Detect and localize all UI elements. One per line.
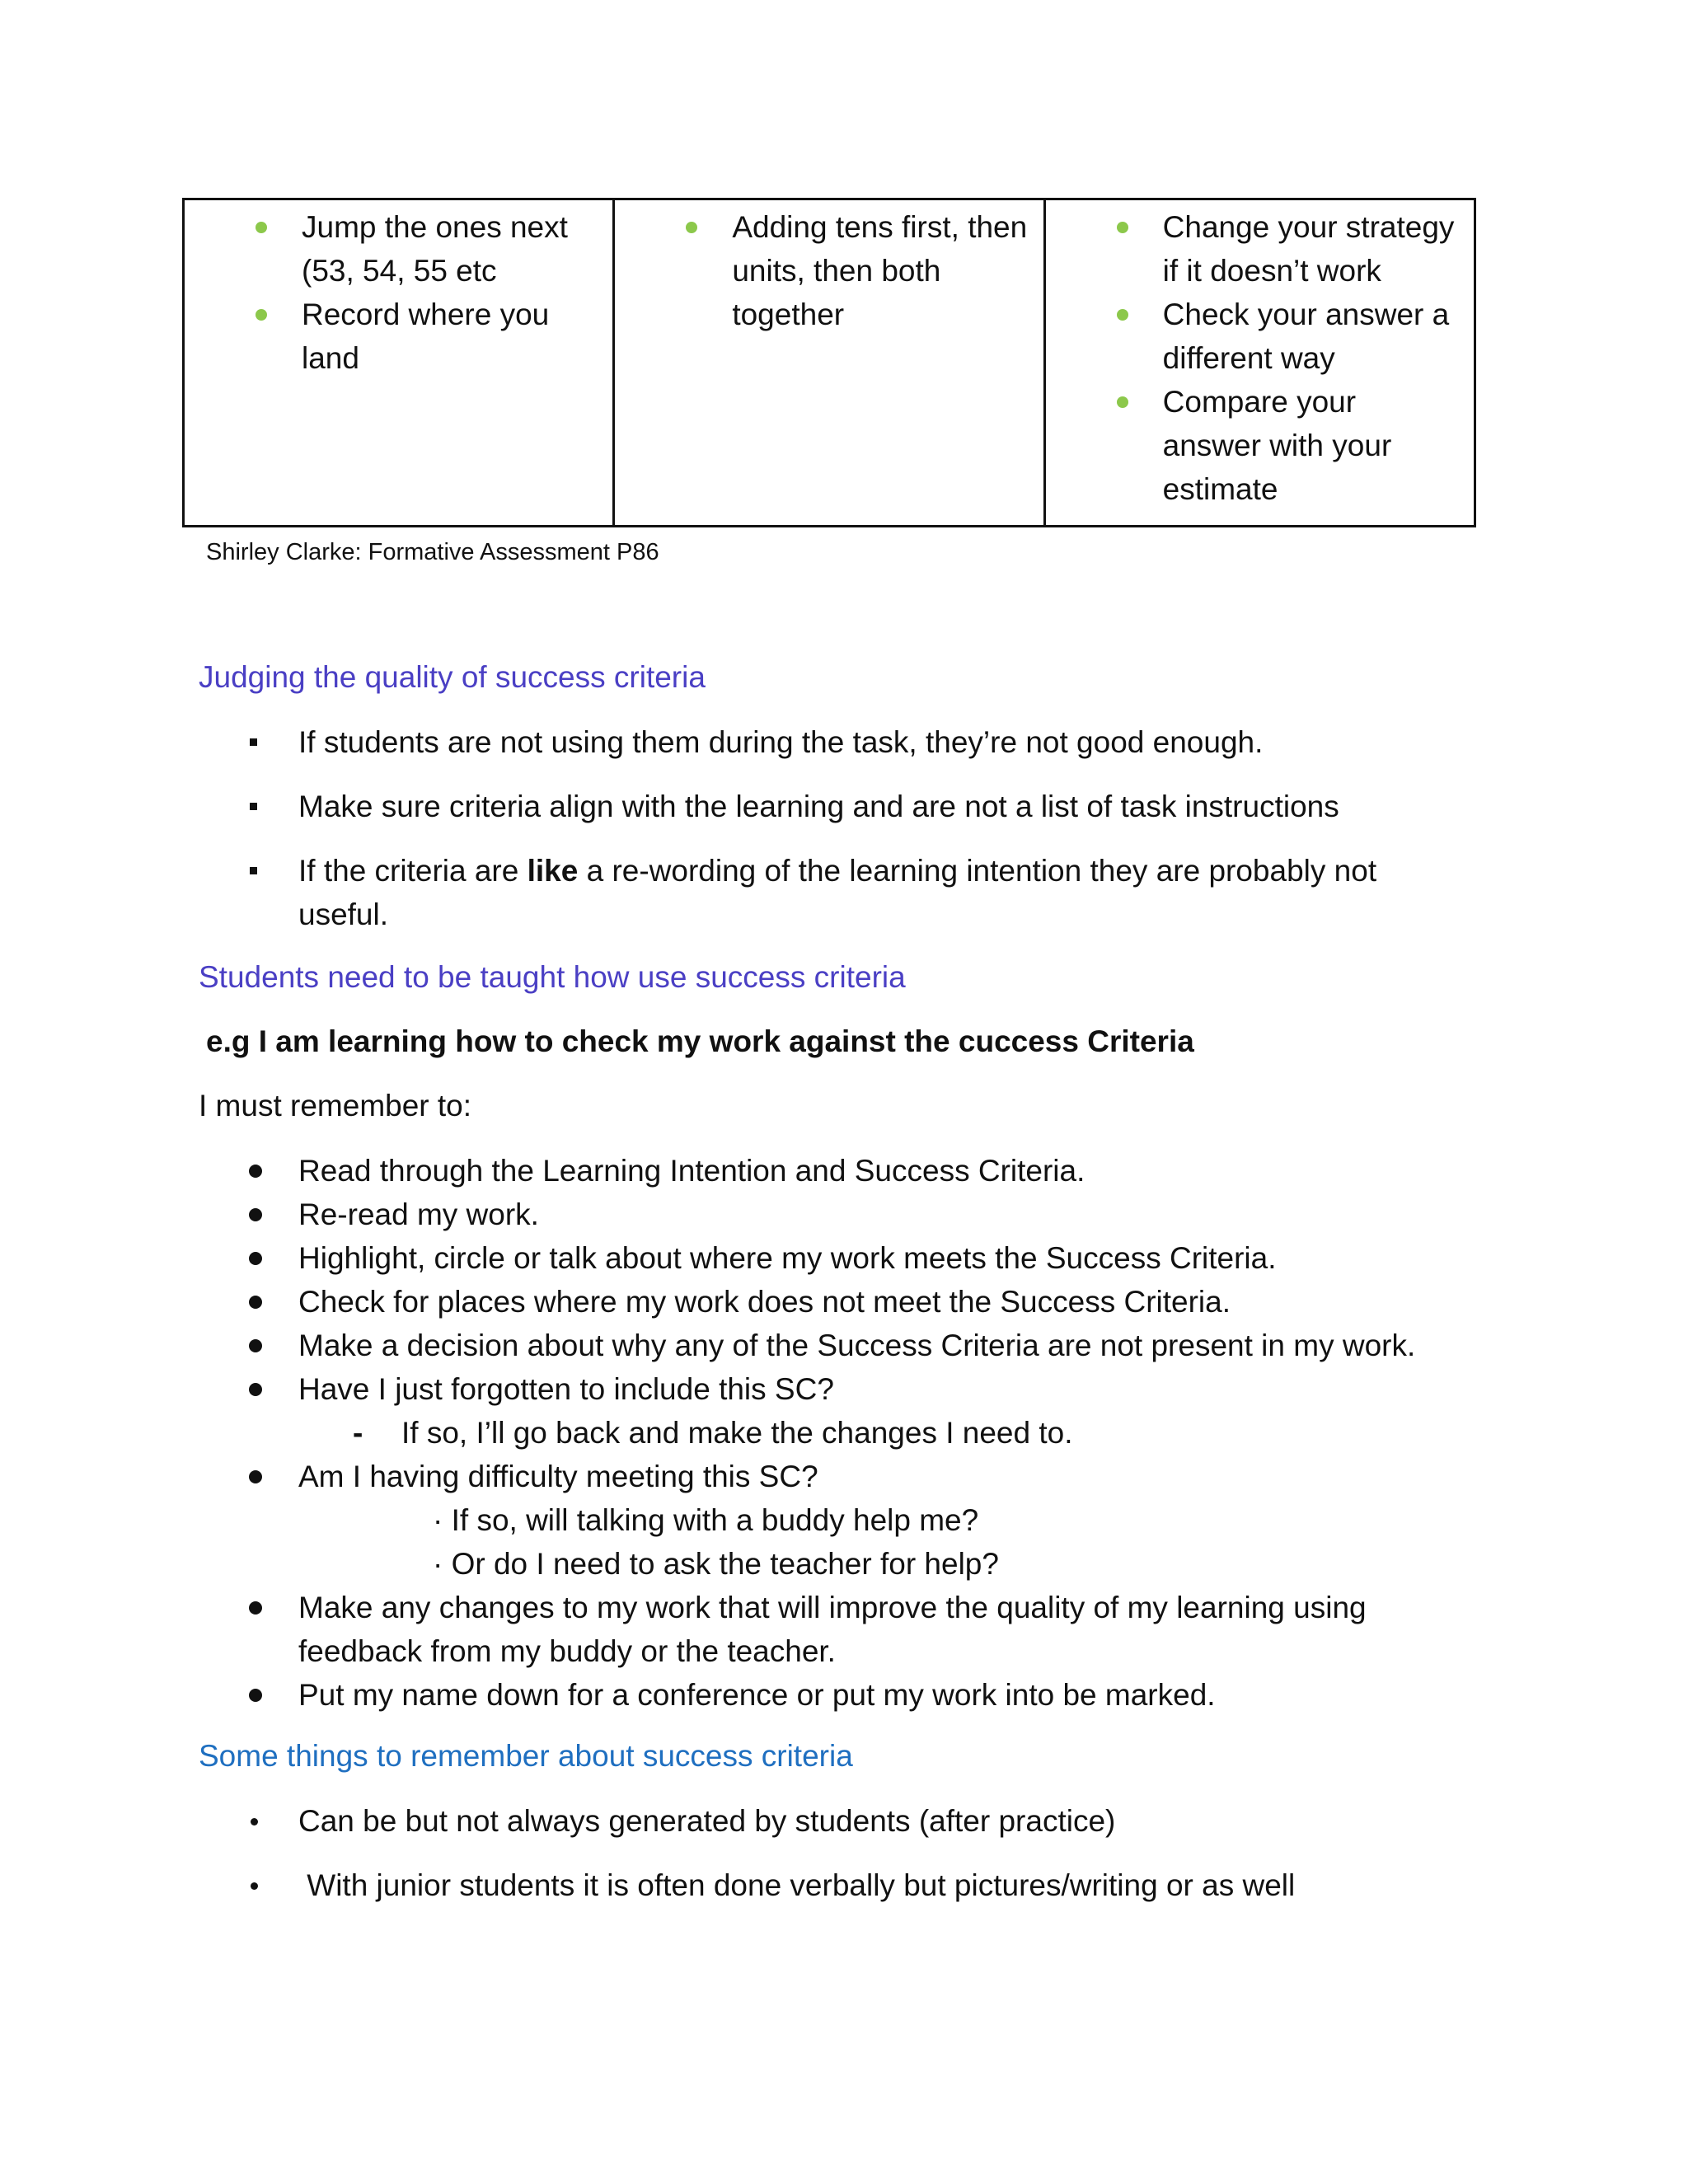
bullet-icon xyxy=(249,1208,262,1221)
sub-item: · If so, will talking with a buddy help me? xyxy=(433,1503,979,1537)
table-row xyxy=(184,199,1475,527)
green-bullet-icon xyxy=(1117,222,1128,233)
list-item-text: Can be but not always generated by students (after practice) xyxy=(298,1804,1116,1838)
list-item-text: Highlight, circle or talk about where my work meets the Success Criteria. xyxy=(298,1241,1277,1275)
bullet-icon xyxy=(249,1383,262,1396)
list-item-text: Am I having difficulty meeting this SC? xyxy=(298,1460,818,1493)
green-bullet-icon xyxy=(1117,396,1128,408)
list-item xyxy=(0,1455,1436,1498)
green-bullet-icon xyxy=(686,222,697,233)
list-item-text: Make any changes to my work that will improve the quality of my learning using feedback from my buddy or the teacher. xyxy=(298,1591,1367,1668)
table-cell-3 xyxy=(1044,199,1475,527)
list-item xyxy=(0,785,1436,828)
list-item-text: Check your answer a different way xyxy=(1162,298,1450,375)
list-item xyxy=(0,849,1419,936)
bullet-icon xyxy=(249,1339,262,1352)
sub-item: · Or do I need to ask the teacher for help? xyxy=(433,1547,999,1581)
list-item-text: a re-wording of the learning intention they are probably not useful. xyxy=(298,854,1377,931)
green-bullet-icon xyxy=(256,309,267,321)
list-item xyxy=(1046,205,1474,293)
emphasis-text: like xyxy=(527,854,579,888)
list-item-text: Make sure criteria align with the learning and are not a list of task instructions xyxy=(298,790,1339,823)
quality-list xyxy=(0,720,1436,764)
section-heading-quality: Judging the quality of success criteria xyxy=(199,660,706,694)
list-item xyxy=(0,1324,1436,1367)
bullet-icon xyxy=(249,1470,262,1483)
quality-list xyxy=(0,785,1436,828)
list-item xyxy=(0,1367,1436,1411)
list-item xyxy=(185,293,612,380)
bullet-icon xyxy=(249,1165,262,1178)
sub-item: If so, I’ll go back and make the changes I need to. xyxy=(401,1416,1073,1450)
bullet-icon xyxy=(249,1689,262,1702)
list-item-text: Have I just forgotten to include this SC? xyxy=(298,1372,834,1406)
list-item xyxy=(1046,293,1474,380)
list-item xyxy=(0,1193,1436,1236)
square-bullet-icon xyxy=(250,738,257,746)
green-bullet-icon xyxy=(256,222,267,233)
list-item xyxy=(0,1863,1436,1907)
table-cell-2 xyxy=(614,199,1044,527)
list-item xyxy=(1046,380,1474,511)
list-item xyxy=(0,1280,1436,1324)
strategy-table xyxy=(182,198,1476,527)
quality-list xyxy=(0,849,1419,936)
list-item-text: Put my name down for a conference or put my work into be marked. xyxy=(298,1678,1216,1712)
example-statement: e.g I am learning how to check my work against the cuccess Criteria xyxy=(206,1024,1194,1058)
dash-marker: - xyxy=(353,1416,363,1450)
list-item-text: Adding tens first, then units, then both together xyxy=(732,210,1028,331)
list-item-text: If the criteria are xyxy=(298,854,528,888)
square-bullet-icon xyxy=(250,803,257,810)
list-item xyxy=(0,1586,1395,1673)
section-heading-taught: Students need to be taught how use success criteria xyxy=(199,960,906,994)
cell-1-list xyxy=(185,200,612,380)
checklist-continued xyxy=(0,1586,1436,1717)
list-item-text: Jump the ones next (53, 54, 55 etc xyxy=(302,210,568,288)
list-item-text: Change your strategy if it doesn’t work xyxy=(1162,210,1455,288)
list-item-text: Check for places where my work does not meet the Success Criteria. xyxy=(298,1285,1231,1319)
list-item-text: Re-read my work. xyxy=(298,1197,539,1231)
list-item xyxy=(0,1236,1436,1280)
bullet-icon xyxy=(251,1882,258,1890)
list-item-text: Record where you land xyxy=(302,298,550,375)
bullet-icon xyxy=(251,1818,258,1825)
section-heading-remember: Some things to remember about success criteria xyxy=(199,1739,853,1773)
remember-list xyxy=(0,1799,1436,1843)
list-item xyxy=(0,720,1436,764)
intro-text: I must remember to: xyxy=(199,1089,472,1122)
list-item xyxy=(185,205,612,293)
list-item-text: Read through the Learning Intention and Success Criteria. xyxy=(298,1154,1085,1188)
list-item-text: With junior students it is often done verbally but pictures/writing or as well xyxy=(298,1868,1296,1902)
list-item xyxy=(0,1149,1436,1193)
square-bullet-icon xyxy=(250,867,257,874)
list-item xyxy=(615,205,1043,336)
list-item-text: If students are not using them during the task, they’re not good enough. xyxy=(298,725,1264,759)
remember-list xyxy=(0,1863,1436,1907)
list-item xyxy=(0,1799,1436,1843)
checklist xyxy=(0,1149,1436,1411)
checklist-continued xyxy=(0,1455,1436,1498)
cell-3-list xyxy=(1046,200,1474,511)
list-item-text: Make a decision about why any of the Success Criteria are not present in my work. xyxy=(298,1329,1416,1362)
bullet-icon xyxy=(249,1601,262,1615)
bullet-icon xyxy=(249,1296,262,1309)
citation: Shirley Clarke: Formative Assessment P86 xyxy=(206,539,659,565)
table-cell-1 xyxy=(184,199,614,527)
cell-2-list xyxy=(615,200,1043,336)
bullet-icon xyxy=(249,1252,262,1265)
green-bullet-icon xyxy=(1117,309,1128,321)
list-item-text: Compare your answer with your estimate xyxy=(1162,385,1392,506)
list-item xyxy=(0,1673,1436,1717)
